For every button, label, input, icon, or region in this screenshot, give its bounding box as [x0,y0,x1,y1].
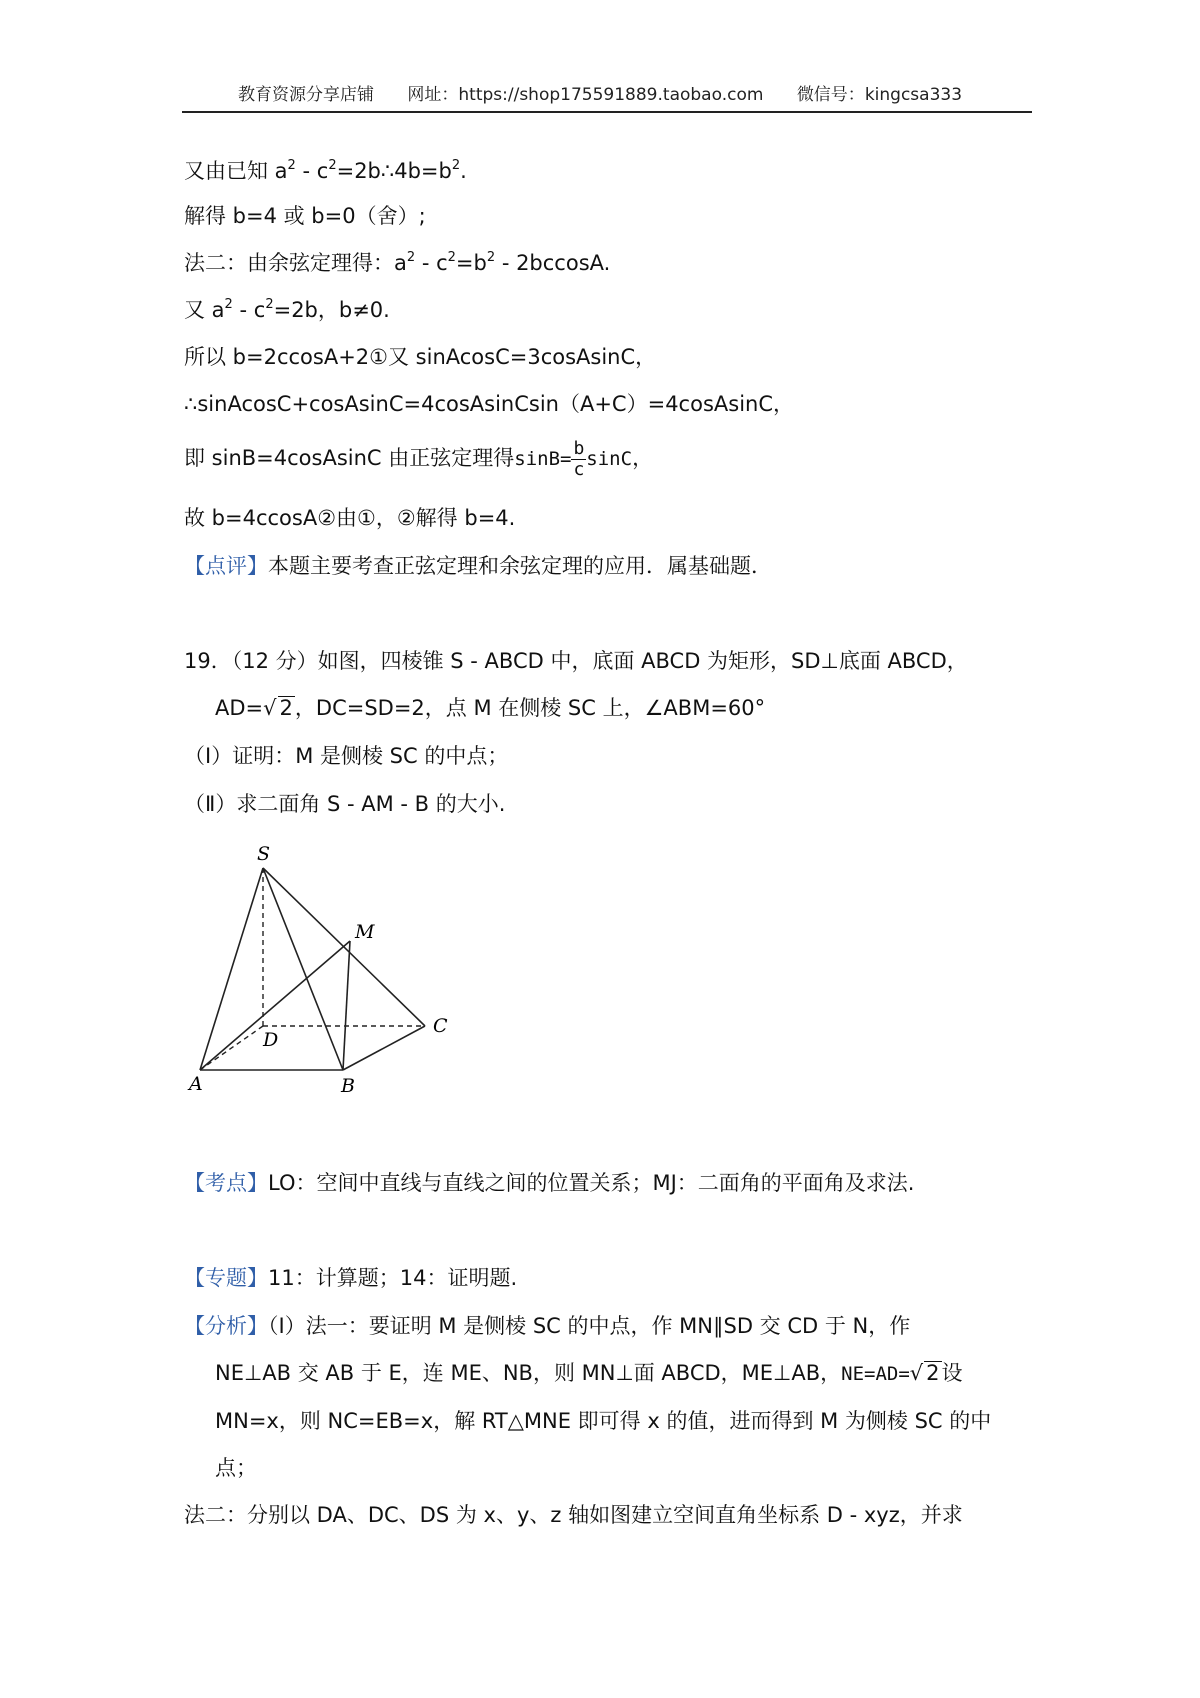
fraction-b-over-c: $\frac{b}{c}$ [573,437,585,480]
solution-line-7: 即 sinB=4cosAsinC 由正弦定理得sinB= $\frac{b}{c}$ sinC， [184,437,654,480]
review-line: 【点评】本题主要考查正弦定理和余弦定理的应用．属基础题． [184,554,772,578]
edge-da-hidden [200,1026,263,1070]
header-divider [182,111,1032,113]
solution-line-1: 又由已知 $a^2$ - $c^2=2b\therefore 4b=b^2$. [184,158,467,183]
edge-sa [200,868,263,1070]
label-d: D [263,1029,279,1051]
problem-line-3: （I）证明：M 是侧棱 SC 的中点； [184,744,509,768]
solution-line-5: 所以 b=2ccosA+2①又 sinAcosC=3cosAsinC， [184,345,657,369]
pyramid-figure [185,838,475,1098]
solution-line-3: 法二：由余弦定理得：$a^2 - c^2=b^2 - 2bccosA$. [184,250,611,275]
solution-line-6: ∴sinAcosC+cosAsinC=4cosAsinCsin（A+C）=4cosAsinC， [184,392,795,416]
label-a: A [189,1073,203,1095]
problem-line-1: 19．（12 分）如图，四棱锥 S - ABCD 中，底面 ABCD 为矩形，SD⊥底面 ABCD， [184,649,968,673]
label-b: B [341,1075,355,1097]
fenxi-line-4: 点； [215,1456,257,1480]
page-header [0,80,1200,105]
problem-line-2: AD=√ 2，DC=SD=2，点 M 在侧棱 SC 上，∠ABM=60° [215,696,766,720]
fenxi-line-3: MN=x，则 NC=EB=x，解 RT△MNE 即可得 x 的值，进而得到 M 为侧棱 SC 的中 [215,1409,992,1433]
fenxi-line-2: NE⊥AB 交 AB 于 E，连 ME、NB，则 MN⊥面 ABCD，ME⊥AB，NE=AD=√ 2设 [215,1361,963,1385]
solution-line-8: 故 b=4ccosA②由①，②解得 b=4. [184,506,516,530]
kaodian-tag: 【考点】 [184,1171,268,1195]
shop-name: 教育资源分享店铺 [237,85,374,105]
label-s: S [257,843,271,865]
label-c: C [433,1015,448,1037]
edge-mb [343,941,350,1070]
fenxi-line-5: 法二：分别以 DA、DC、DS 为 x、y、z 轴如图建立空间直角坐标系 D - xyz，并求 [184,1503,963,1527]
wechat-id: 微信号：kingcsa333 [796,85,963,105]
fenxi-line-1: 【分析】（Ⅰ）法一：要证明 M 是侧棱 SC 的中点，作 MN∥SD 交 CD 于 N，作 [184,1314,911,1338]
solution-line-4: 又 $a^2 - c^2=2b$，b≠0. [184,297,390,322]
solution-line-2: 解得 b=4 或 b=0（舍）; [184,204,426,228]
label-m: M [355,921,375,943]
zhuanti-tag: 【专题】 [184,1266,268,1290]
zhuanti-line: 【专题】11：计算题；14：证明题. [184,1266,518,1290]
problem-line-4: （Ⅱ）求二面角 S - AM - B 的大小. [184,792,506,816]
edge-bc [343,1026,425,1070]
review-tag: 【点评】 [184,554,268,578]
shop-url: 网址：https://shop175591889.taobao.com [407,85,764,105]
kaodian-line: 【考点】LO：空间中直线与直线之间的位置关系；MJ：二面角的平面角及求法. [184,1171,915,1195]
fenxi-tag: 【分析】 [184,1314,268,1338]
